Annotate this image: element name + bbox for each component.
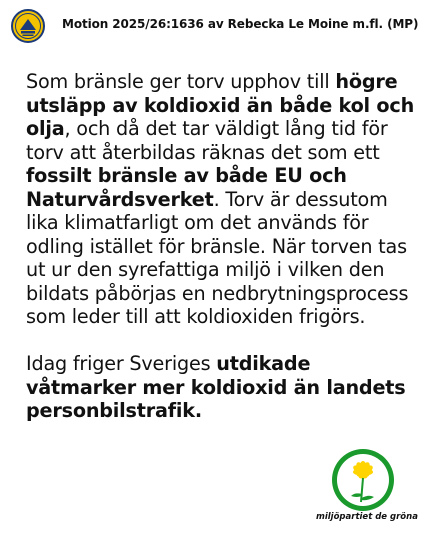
party-name: miljöpartiet de gröna (316, 512, 418, 522)
bold-text-span: fossilt bränsle av både EU och Naturvårdsverket (26, 164, 347, 211)
text-span: Som bränsle ger torv upphov till (26, 70, 336, 93)
motion-title: Motion 2025/26:1636 av Rebecka Le Moine m.fl. (MP) (62, 17, 419, 31)
text-span: . Torv är dessutom lika klimatfarligt om det används för odling istället för bränsle. När torven tas ut ur den syrefattiga miljö i vilken den bildats påbörjas en nedbrytningsprocess som leder till att koldioxiden frigörs. (26, 187, 409, 328)
bold-text-span: högre utsläpp av koldioxid än både kol och olja (26, 70, 415, 140)
text-span: Idag friger Sveriges (26, 352, 217, 375)
text-span: , och då det tar väldigt lång tid för torv att återbildas räknas det som ett (26, 117, 388, 164)
bold-text-span: utdikade våtmarker mer koldioxid än landets personbilstrafik. (26, 352, 406, 422)
dandelion-logo-icon (331, 448, 395, 512)
paragraph-2 (26, 352, 421, 423)
body-text (26, 70, 421, 423)
riksdagen-logo-icon (11, 9, 45, 43)
paragraph-1 (26, 70, 421, 329)
header (8, 6, 423, 46)
